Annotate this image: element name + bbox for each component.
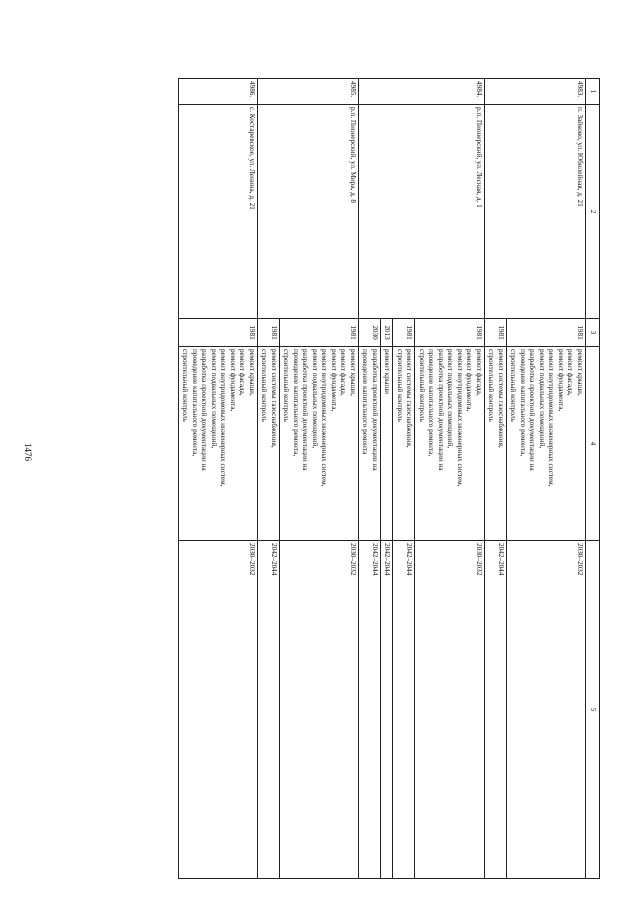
row-number: 4984.	[358, 79, 484, 105]
table-body	[178, 79, 585, 879]
work-item: ремонт внутридомовых инженерных систем,	[219, 349, 228, 487]
year-cell: 2013	[380, 319, 393, 347]
period-cell: 2042–2044	[380, 541, 393, 879]
column-header: 2	[585, 105, 599, 319]
row-number: 4983.	[484, 79, 585, 105]
year-cell: 1981	[415, 319, 485, 347]
work-item: проведение капитального ремонта,	[518, 349, 527, 457]
page-number: 1476	[23, 443, 33, 461]
column-header: 3	[585, 319, 599, 347]
period-cell: 2042–2044	[358, 541, 380, 879]
work-item: ремонт подвальных помещений,	[446, 349, 455, 449]
year-cell: 1981	[257, 319, 279, 347]
work-item: разработка проектной документации на	[528, 349, 537, 471]
period-cell: 2030–2032	[415, 541, 485, 879]
work-item: строительный контроль	[509, 349, 518, 422]
work-item: строительный контроль	[260, 349, 269, 422]
work-item: ремонт внутридомовых инженерных систем,	[547, 349, 556, 487]
work-item: ремонт подвальных помещений,	[310, 349, 319, 449]
table-row	[506, 79, 585, 879]
work-item: ремонт фасада,	[238, 349, 247, 396]
period-cell: 2042–2044	[484, 541, 506, 879]
work-item: ремонт подвальных помещений,	[209, 349, 218, 449]
column-header: 4	[585, 347, 599, 541]
page-number-area	[0, 0, 70, 905]
work-item: разработка проектной документации на	[370, 349, 379, 471]
works-cell	[279, 347, 358, 541]
work-item: ремонт подвальных помещений,	[537, 349, 546, 449]
work-item: ремонт фундамента,	[228, 349, 237, 412]
period-cell: 2030–2032	[178, 541, 257, 879]
column-header: 1	[585, 79, 599, 105]
row-number: 4985.	[257, 79, 358, 105]
address-cell: п. Зайково, ул. Юбилейная, д. 21	[484, 105, 585, 319]
work-item: ремонт крыши,	[348, 349, 357, 396]
address-cell: р.п. Пионерский, ул. Лесная, д. 1	[358, 105, 484, 319]
work-item: строительный контроль	[282, 349, 291, 422]
year-cell: 1981	[178, 319, 257, 347]
table-row	[279, 79, 358, 879]
work-item: проведение капитального ремонта,	[427, 349, 436, 457]
work-item: ремонт фундамента,	[329, 349, 338, 412]
works-cell	[393, 347, 415, 541]
work-item: проведение капитального ремонта	[361, 349, 370, 455]
works-cell	[358, 347, 380, 541]
work-item: проведение капитального ремонта,	[291, 349, 300, 457]
table-header-row	[585, 79, 599, 879]
period-cell: 2042–2044	[393, 541, 415, 879]
work-item: ремонт фундамента,	[465, 349, 474, 412]
column-header: 5	[585, 541, 599, 879]
repair-schedule-table	[178, 78, 600, 879]
work-item: ремонт фундамента,	[556, 349, 565, 412]
works-cell	[257, 347, 279, 541]
work-item: строительный контроль	[487, 349, 496, 422]
work-item: ремонт системы газоснабжения,	[496, 349, 505, 448]
works-cell	[178, 347, 257, 541]
work-item: разработка проектной документации на	[436, 349, 445, 471]
work-item: ремонт фасада,	[339, 349, 348, 396]
year-cell: 2030	[358, 319, 380, 347]
document-sheet	[80, 78, 600, 878]
work-item: разработка проектной документации на	[200, 349, 209, 471]
year-cell: 1981	[484, 319, 506, 347]
address-cell: р.п. Пионерский, ул. Мира, д. 8	[257, 105, 358, 319]
work-item: ремонт системы газоснабжения,	[405, 349, 414, 448]
work-item: строительный контроль	[395, 349, 404, 422]
work-item: ремонт фасада,	[474, 349, 483, 396]
work-item: ремонт внутридомовых инженерных систем,	[320, 349, 329, 487]
works-cell	[506, 347, 585, 541]
works-cell	[415, 347, 485, 541]
table-row	[415, 79, 485, 879]
work-item: ремонт системы газоснабжения,	[269, 349, 278, 448]
work-item: разработка проектной документации на	[301, 349, 310, 471]
work-item: ремонт крыши,	[247, 349, 256, 396]
work-item: строительный контроль	[181, 349, 190, 422]
period-cell: 2042–2044	[257, 541, 279, 879]
year-cell: 1981	[279, 319, 358, 347]
work-item: ремонт внутридомовых инженерных систем,	[455, 349, 464, 487]
work-item: строительный контроль	[417, 349, 426, 422]
period-cell: 2030–2032	[279, 541, 358, 879]
table-row	[178, 79, 257, 879]
row-number: 4986.	[178, 79, 257, 105]
year-cell: 1981	[393, 319, 415, 347]
period-cell: 2030–2032	[506, 541, 585, 879]
work-item: ремонт крыши	[383, 349, 392, 395]
work-item: ремонт крыши,	[575, 349, 584, 396]
works-cell	[484, 347, 506, 541]
work-item: ремонт фасада,	[566, 349, 575, 396]
works-cell	[380, 347, 393, 541]
work-item: проведение капитального ремонта,	[190, 349, 199, 457]
address-cell: с. Костаревское, ул. Ленина, д. 21	[178, 105, 257, 319]
year-cell: 1981	[506, 319, 585, 347]
